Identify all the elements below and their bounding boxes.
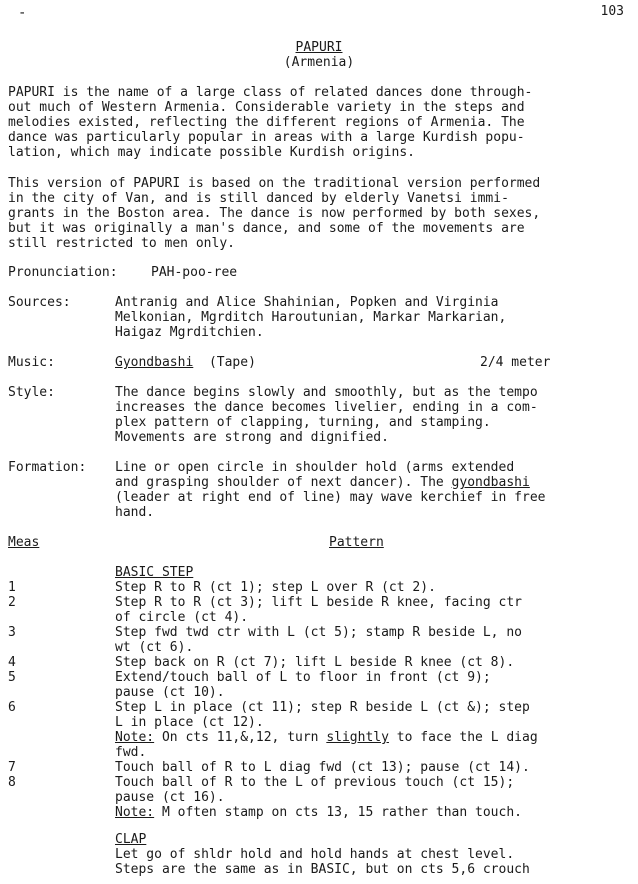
- text-line: Movements are strong and dignified.: [115, 430, 389, 445]
- music-label: Music:: [8, 355, 55, 370]
- text-line: pause (ct 16).: [115, 790, 225, 805]
- text-line: Haigaz Mgrditchien.: [115, 325, 264, 340]
- dance-title: PAPURI: [295, 40, 343, 55]
- note-stamp: [115, 805, 630, 820]
- text-segment: to face the L diag: [388, 730, 538, 745]
- meas-number: 8: [8, 775, 16, 790]
- text-line: of circle (ct 4).: [115, 610, 249, 625]
- text-line: Touch ball of R to L diag fwd (ct 13); pause (ct 14).: [115, 760, 530, 775]
- clap-description: [115, 847, 630, 877]
- pronunciation-label: Pronunciation:: [8, 265, 118, 280]
- text-line: increases the dance becomes livelier, ending in a com-: [115, 400, 538, 415]
- text-line: plex pattern of clapping, turning, and stamping.: [115, 415, 491, 430]
- text-line: Step R to R (ct 1); step L over R (ct 2).: [115, 580, 436, 595]
- meas-number: 3: [8, 625, 16, 640]
- text-line: Steps are the same as in BASIC, but on cts 5,6 crouch: [115, 862, 530, 877]
- emphasis-slightly: slightly: [326, 730, 389, 745]
- text-segment: On cts 11,&,12, turn: [154, 730, 327, 745]
- text-line: but it was originally a man's dance, and some of the movements are: [8, 221, 525, 236]
- text-line: out much of Western Armenia. Considerable variety in the steps and: [8, 100, 525, 115]
- pronunciation-value: PAH-poo-ree: [151, 265, 238, 280]
- text-line: Step L in place (ct 11); step R beside L (ct &); step: [115, 700, 530, 715]
- text-line: PAPURI is the name of a large class of related dances done through-: [8, 85, 533, 100]
- meas-header: Meas: [8, 535, 40, 550]
- pattern-header: Pattern: [329, 535, 384, 550]
- text-line: This version of PAPURI is based on the traditional version performed: [8, 176, 541, 191]
- note-label: Note:: [115, 730, 155, 745]
- note-turn-slightly: [115, 730, 630, 760]
- gyondbashi-term: gyondbashi: [451, 475, 530, 490]
- dance-title-block: [0, 40, 638, 70]
- text-line: dance was particularly popular in areas with a large Kurdish popu-: [8, 130, 525, 145]
- style-label: Style:: [8, 385, 55, 400]
- clap-heading: CLAP: [115, 832, 147, 847]
- meas-number: 6: [8, 700, 16, 715]
- music-value: [115, 355, 630, 370]
- text-line: Let go of shldr hold and hold hands at chest level.: [115, 847, 515, 862]
- sources-label: Sources:: [8, 295, 71, 310]
- intro-paragraph-2: [8, 176, 633, 251]
- text-line: lation, which may indicate possible Kurdish origins.: [8, 145, 415, 160]
- text-line: Line or open circle in shoulder hold (arms extended: [115, 460, 515, 475]
- text-line: Step back on R (ct 7); lift L beside R knee (ct 8).: [115, 655, 515, 670]
- music-meter: 2/4 meter: [480, 355, 551, 370]
- basic-step-heading: BASIC STEP: [115, 565, 194, 580]
- text-line: The dance begins slowly and smoothly, but as the tempo: [115, 385, 538, 400]
- text-line: hand.: [115, 505, 155, 520]
- meas-number: 1: [8, 580, 16, 595]
- header-mark: -: [18, 5, 27, 21]
- text-line: (leader at right end of line) may wave kerchief in free: [115, 490, 546, 505]
- text-line: grants in the Boston area. The dance is now performed by both sexes,: [8, 206, 541, 221]
- text-line: Step R to R (ct 3); lift L beside R knee, facing ctr: [115, 595, 522, 610]
- step-description: [115, 760, 630, 775]
- step-description: [115, 595, 630, 625]
- text-line: melodies existed, reflecting the different regions of Armenia. The: [8, 115, 525, 130]
- text-line: Extend/touch ball of L to floor in front (ct 9);: [115, 670, 491, 685]
- text-line: [115, 805, 630, 820]
- intro-paragraph-1: [8, 85, 633, 160]
- sources-value: [115, 295, 630, 340]
- text-line: wt (ct 6).: [115, 640, 194, 655]
- text-line: Touch ball of R to the L of previous touch (ct 15);: [115, 775, 515, 790]
- step-description: [115, 655, 630, 670]
- music-medium: (Tape): [208, 355, 256, 370]
- text-line: pause (ct 10).: [115, 685, 225, 700]
- page-number: 103: [600, 4, 624, 19]
- text-segment: M often stamp on cts 13, 15 rather than touch.: [154, 805, 522, 820]
- step-description: [115, 670, 630, 700]
- step-description: [115, 700, 630, 730]
- step-description: [115, 775, 630, 805]
- text-line: Step fwd twd ctr with L (ct 5); stamp R beside L, no: [115, 625, 522, 640]
- music-title: Gyondbashi: [115, 355, 194, 370]
- text-line: L in place (ct 12).: [115, 715, 264, 730]
- meas-number: 5: [8, 670, 16, 685]
- text-line: still restricted to men only.: [8, 236, 235, 251]
- meas-number: 7: [8, 760, 16, 775]
- text-line: [115, 475, 630, 490]
- step-description: [115, 580, 630, 595]
- formation-label: Formation:: [8, 460, 87, 475]
- formation-value: [115, 460, 630, 520]
- text-line: [115, 730, 630, 745]
- text-line: in the city of Van, and is still danced by elderly Vanetsi immi-: [8, 191, 509, 206]
- meas-number: 4: [8, 655, 16, 670]
- meas-number: 2: [8, 595, 16, 610]
- step-description: [115, 625, 630, 655]
- dance-subtitle: (Armenia): [283, 55, 355, 70]
- style-value: [115, 385, 630, 445]
- text-line: fwd.: [115, 745, 147, 760]
- text-line: Melkonian, Mgrditch Haroutunian, Markar Markarian,: [115, 310, 507, 325]
- text-segment: and grasping shoulder of next dancer). The: [115, 475, 452, 490]
- note-label: Note:: [115, 805, 155, 820]
- text-line: Antranig and Alice Shahinian, Popken and Virginia: [115, 295, 499, 310]
